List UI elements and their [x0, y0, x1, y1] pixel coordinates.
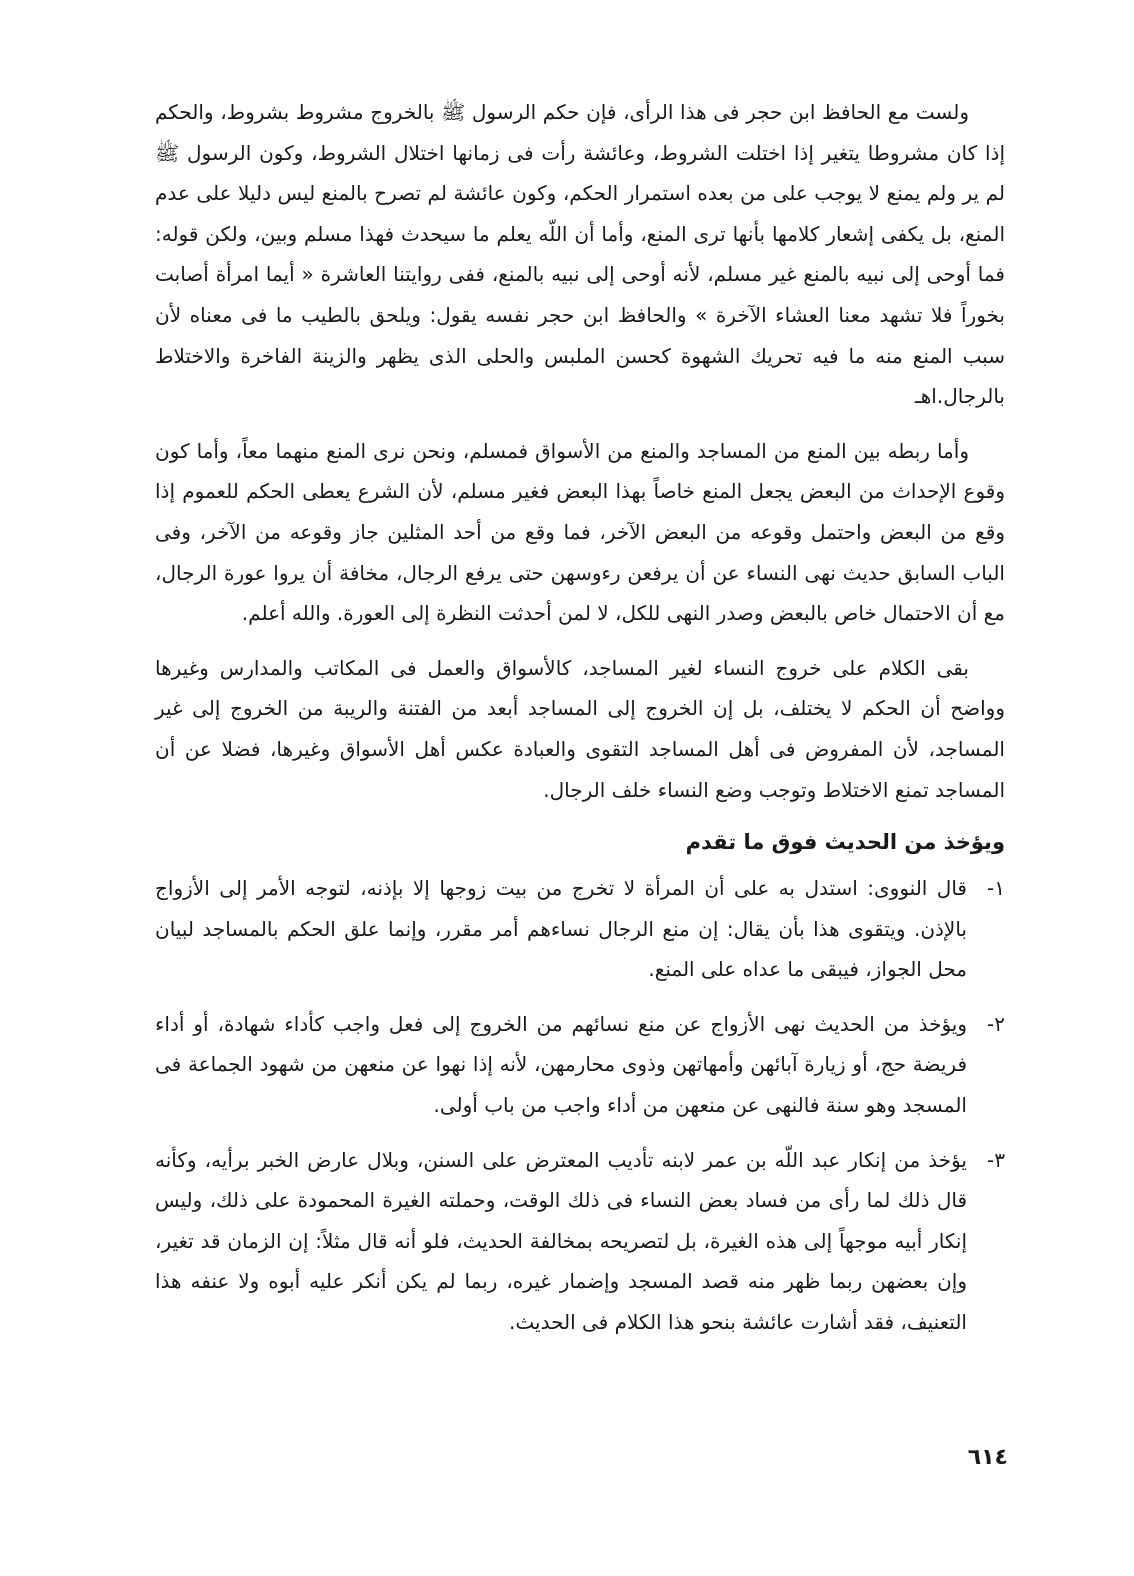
- list-item-3: [155, 1140, 1005, 1343]
- list-item-number: ٣-: [987, 1147, 1005, 1172]
- paragraph-3: بقى الكلام على خروج النساء لغير المساجد، كالأسواق والعمل فى المكاتب والمدارس وغيرها وواضح أن الحكم لا يختلف، بل إن الخروج إلى المساجد أبعد من الفتنة والريبة من الخروج إلى غير المساجد، لأن المفروض فى أهل المساجد التقوى والعبادة عكس أهل الأسواق وغيرها، فضلا عن أن المساجد تمنع الاختلاط وتوجب وضع النساء خلف الرجال.: [155, 655, 1005, 802]
- section-heading: ويؤخذ من الحديث فوق ما تقدم: [685, 830, 1005, 855]
- list-item-1: [155, 868, 1005, 990]
- page-body: [155, 92, 1005, 1343]
- paragraph-2: وأما ربطه بين المنع من المساجد والمنع من الأسواق فمسلم، ونحن نرى المنع منهما معاً، وأما كون وقوع الإحداث من البعض يجعل المنع خاصاً بهذا البعض فغير مسلم، لأن الشرع يعطى الحكم للعموم إذا وقع من البعض واحتمل وقوعه من البعض الآخر، فما وقع من أحد المثلين جاز وقوعه من الآخر، وفى الباب السابق حديث نهى النساء عن أن يرفعن رءوسهن حتى يرفع الرجال، مخافة أن يروا عورة الرجال، مع أن الاحتمال خاص بالبعض وصدر النهى للكل، لا لمن أحدثت النظرة إلى العورة. والله أعلم.: [155, 438, 1005, 626]
- list-item-number: ١-: [987, 876, 1005, 901]
- list-item-text: ويؤخذ من الحديث نهى الأزواج عن منع نسائهم من الخروج إلى فعل واجب كأداء شهادة، أو أداء فريضة حج، أو زيارة آبائهن وأمهاتهن وذوى محارمهن، لأنه إذا نهوا عن منعهن من شهود الجماعة فى المسجد وهو سنة فالنهى عن منعهن من أداء واجب من باب أولى.: [155, 1011, 967, 1118]
- list-item-text: يؤخذ من إنكار عبد اللّه بن عمر لابنه تأديب المعترض على السنن، وبلال عارض الخبر برأيه، وكأنه قال ذلك لما رأى من فساد بعض النساء فى ذلك الوقت، وحملته الغيرة المحمودة على ذلك، وليس إنكار أبيه موجهاً إلى هذه الغيرة، بل لتصريحه بمخالفة الحديث، فلو أنه قال مثلاً: إن الزمان قد تغير، وإن بعضهن ربما ظهر منه قصد المسجد وإضمار غيره، ربما لم يكن أنكر عليه أبوه ولا عنفه هذا التعنيف، فقد أشارت عائشة بنحو هذا الكلام فى الحديث.: [155, 1147, 967, 1335]
- list-item-number: ٢-: [987, 1011, 1005, 1036]
- list-item-2: [155, 1004, 1005, 1126]
- page-number: ٦١٤: [967, 1445, 1008, 1470]
- list-item-text: قال النووى: استدل به على أن المرأة لا تخرج من بيت زوجها إلا بإذنه، لتوجه الأمر إلى الأزواج بالإذن. ويتقوى هذا بأن يقال: إن منع الرجال نساءهم أمر مقرر، وإنما علق الحكم بالمساجد لبيان محل الجواز، فيبقى ما عداه على المنع.: [155, 876, 967, 982]
- paragraph-1: ولست مع الحافظ ابن حجر فى هذا الرأى، فإن حكم الرسول ﷺ بالخروج مشروط بشروط، والحكم إذا كان مشروطا يتغير إذا اختلت الشروط، وعائشة رأت فى زمانها اختلال الشروط، وكون الرسول ﷺ لم ير ولم يمنع لا يوجب على من بعده استمرار الحكم، وكون عائشة لم تصرح بالمنع ليس دليلا على عدم المنع، بل يكفى إشعار كلامها بأنها ترى المنع، وأما أن اللّه يعلم ما سيحدث فهذا مسلم وبين، ولكن قوله: فما أوحى إلى نبيه بالمنع غير مسلم، لأنه أوحى إلى نبيه بالمنع، ففى روايتنا العاشرة « أيما امرأة أصابت بخوراً فلا تشهد معنا العشاء الآخرة » والحافظ ابن حجر نفسه يقول: ويلحق بالطيب ما فى معناه لأن سبب المنع منه ما فيه تحريك الشهوة كحسن الملبس والحلى الذى يظهر والزينة الفاخرة والاختلاط بالرجال.اهـ: [155, 100, 1005, 409]
